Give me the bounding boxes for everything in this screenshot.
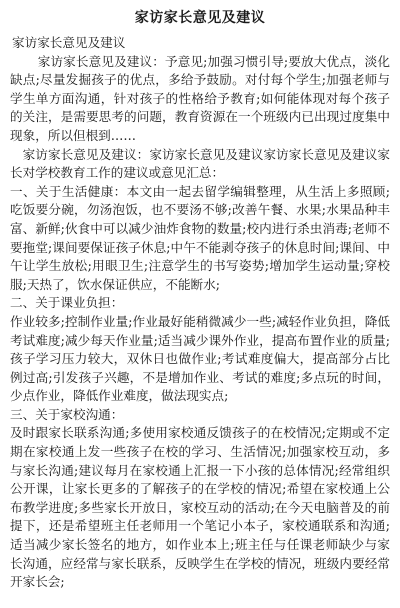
section-homework-burden — [10, 294, 390, 406]
document-title: 家访家长意见及建议 — [134, 10, 266, 26]
section-body: 本文由一起去留学编辑整理，从生活上多照顾;吃饭要分碗，勿汤泡饭，也不要汤不够;改善午餐、水果;水果品种丰富、新鲜;伙食中可以减少油炸食物的数量;校内进行杀虫消毒;老师不要拖堂;课间要保证孩子休息;中午不能剥夺孩子的休息时间;课间、中午让学生放松;用眼卫生;注意学生的书写姿势;增加学生运动量;穿校服;天热了，饮水保证供应，不能断水; — [10, 183, 391, 292]
section-heading: 三、关于家校沟通： — [10, 406, 124, 422]
section-home-school-communication — [10, 406, 390, 592]
section-body: 及时跟家长联系沟通;多使用家校通反馈孩子的在校情况;定期或不定期在家校通上发一些孩子在校的学习、生活情况;加强家校互动，多与家长沟通;建议每月在家校通上汇报一下小孩的总体情况;经常组织公开课，让家长更多的了解孩子的在学校的情况;希望在家校通上公布教学进度;多些家长开放日，家校互动的活动;在今天电脑普及的前提下，还是希望班主任老师用一个笔记小本子，家校通联系和沟通;适当减少家长签名的地方，如作业本上;班主任与任课老师缺少与家长沟通，应经常与家长联系，反映学生在学校的情况，班级内要经常开家长会; — [10, 425, 390, 590]
section-heading: 一、关于生活健康： — [10, 183, 127, 199]
section-heading: 二、关于课业负担： — [10, 295, 124, 311]
intro-paragraph: 家访家长意见及建议：予意见;加强习惯引导;要放大优点，淡化缺点;尽量发掘孩子的优点，多给予鼓励。对付每个学生;加强老师与学生单方面沟通，针对孩子的性格给予教育;如何能体现对每个孩子的关注，是需要思考的问题，教育资源在一个班级内已出现过度集中现象，所以但根到…… — [10, 53, 390, 143]
section-body: 作业较多;控制作业量;作业最好能稍微减少一些;减轻作业负担，降低考试难度;减少每天作业量;适当减少课外作业，提高布置作业的质量;孩子学习压力较大，双休日也做作业;考试难度偏大，提高部分占比例过高;引发孩子兴趣，不是增加作业、考试的难度;多点玩的时间，少点作业，降低作业难度，做法现实点; — [10, 313, 390, 404]
document-subtitle: 家访家长意见及建议 — [12, 35, 126, 50]
second-heading: 家访家长意见及建议：家访家长意见及建议家访家长意见及建议家长对学校教育工作的建议或意见汇总： — [10, 146, 390, 181]
section-life-health — [10, 183, 390, 295]
